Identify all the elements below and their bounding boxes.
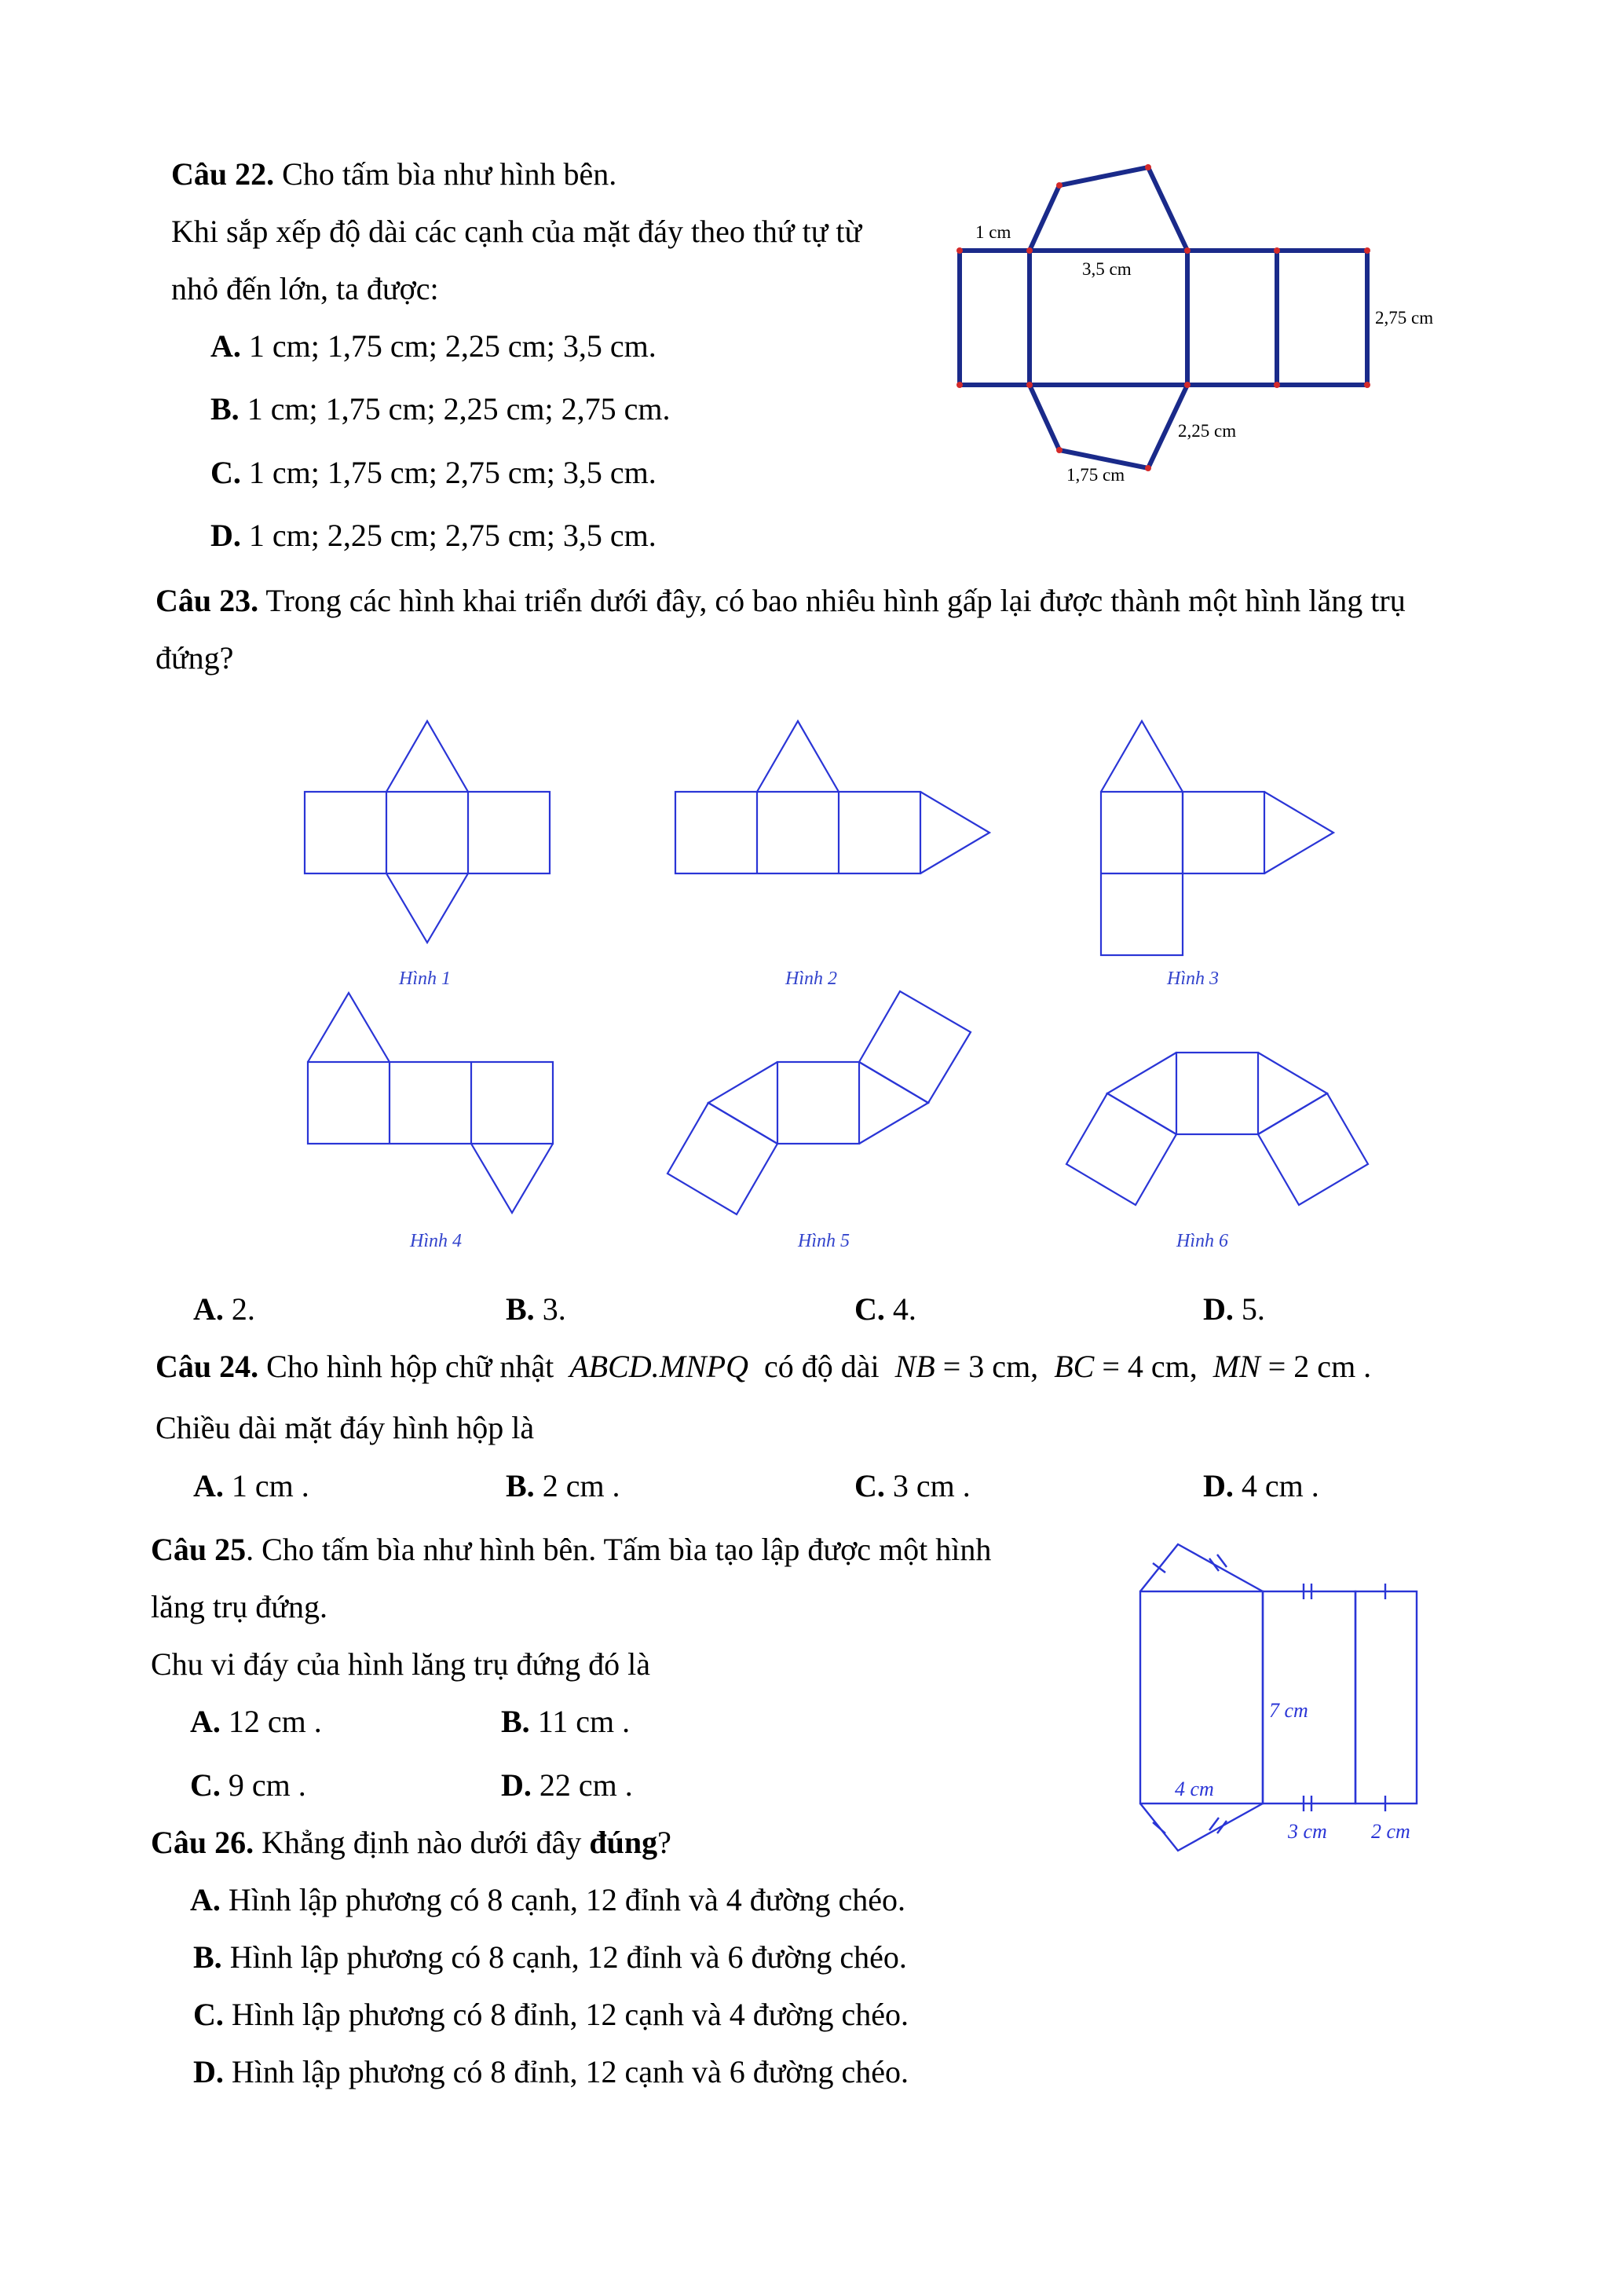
q23-text1: Trong các hình khai triển dưới đây, có bao nhiêu hình gấp lại được thành một hình lăng trụ — [265, 583, 1406, 618]
q24-text-a: Cho hình hộp chữ nhật — [266, 1349, 554, 1384]
option-text: 1 cm; 2,25 cm; 2,75 cm; 3,5 cm. — [248, 518, 657, 553]
q24-text-b: có độ dài — [764, 1349, 880, 1384]
option-text: 5. — [1241, 1291, 1265, 1327]
net-face-2cm — [1355, 1591, 1417, 1803]
option-key: D. — [1203, 1291, 1234, 1327]
net-face-4cm — [1140, 1591, 1263, 1803]
option-text: 11 cm . — [537, 1704, 631, 1739]
caption-hinh-1: Hình 1 — [399, 969, 451, 989]
option-key: C. — [854, 1468, 885, 1503]
option-key: C. — [854, 1291, 885, 1327]
caption-hinh-2: Hình 2 — [785, 969, 837, 989]
q24-number: Câu 24. — [155, 1349, 259, 1384]
caption-hinh-6: Hình 6 — [1176, 1231, 1228, 1251]
option-text: 1 cm; 1,75 cm; 2,25 cm; 3,5 cm. — [248, 328, 657, 364]
option-key: B. — [506, 1291, 535, 1327]
q26-option-b[interactable] — [193, 1939, 907, 1975]
label-1-75cm: 1,75 cm — [1066, 465, 1125, 485]
label-2-25cm: 2,25 cm — [1178, 421, 1237, 441]
q25-text3: Chu vi đáy của hình lăng trụ đứng đó là — [151, 1646, 651, 1682]
caption-hinh-4: Hình 4 — [410, 1231, 462, 1251]
q26-option-a[interactable] — [190, 1884, 905, 1916]
option-key: B. — [193, 1939, 222, 1975]
q23-text2: đứng? — [155, 640, 234, 676]
option-text: 4 cm . — [1241, 1468, 1319, 1503]
option-text: 22 cm . — [539, 1767, 633, 1803]
q24-value-mn: = 2 cm . — [1267, 1349, 1372, 1384]
option-key: D. — [501, 1767, 532, 1803]
option-key: D. — [193, 2054, 224, 2089]
option-key: A. — [190, 1704, 221, 1739]
option-text: 3 cm . — [892, 1468, 971, 1503]
label-2-75cm: 2,75 cm — [1375, 308, 1434, 328]
option-text: Hình lập phương có 8 đỉnh, 12 cạnh và 4 đường chéo. — [231, 1997, 909, 2032]
q26-text-a: Khẳng định nào dưới đây — [262, 1825, 582, 1860]
caption-hinh-5: Hình 5 — [798, 1231, 850, 1251]
option-key: A. — [190, 1882, 221, 1917]
label-7cm: 7 cm — [1269, 1699, 1308, 1722]
label-4cm: 4 cm — [1175, 1778, 1214, 1800]
option-key: B. — [501, 1704, 530, 1739]
option-text: 4. — [892, 1291, 916, 1327]
option-text: 3. — [542, 1291, 566, 1327]
option-text: Hình lập phương có 8 cạnh, 12 đỉnh và 4 đường chéo. — [228, 1882, 906, 1917]
option-text: 2. — [231, 1291, 255, 1327]
caption-hinh-3: Hình 3 — [1167, 969, 1219, 989]
label-1cm: 1 cm — [975, 222, 1011, 242]
q24-value-bc: = 4 cm, — [1102, 1349, 1198, 1384]
option-key: A. — [193, 1468, 224, 1503]
option-key: A. — [193, 1291, 224, 1327]
option-text: 1 cm; 1,75 cm; 2,75 cm; 3,5 cm. — [248, 455, 657, 490]
q23-number: Câu 23. — [155, 583, 259, 618]
label-3cm: 3 cm — [1288, 1820, 1327, 1843]
q22-text2: Khi sắp xếp độ dài các cạnh của mặt đáy theo thứ tự từ — [171, 214, 862, 249]
q25-text1: . Cho tấm bìa như hình bên. Tấm bìa tạo lập được một hình — [246, 1532, 992, 1567]
q24-edge-nb: NB — [894, 1349, 935, 1384]
q22-text1: Cho tấm bìa như hình bên. — [282, 156, 617, 192]
option-text: 1 cm; 1,75 cm; 2,25 cm; 2,75 cm. — [247, 391, 671, 427]
q24-text2: Chiều dài mặt đáy hình hộp là — [155, 1410, 535, 1445]
q26-option-c[interactable] — [193, 1999, 909, 2031]
option-key: D. — [1203, 1468, 1234, 1503]
option-key: C. — [193, 1997, 224, 2032]
option-text: 2 cm . — [542, 1468, 620, 1503]
option-text: 12 cm . — [228, 1704, 322, 1739]
option-text: Hình lập phương có 8 đỉnh, 12 cạnh và 6 đường chéo. — [231, 2054, 909, 2089]
option-key: B. — [210, 391, 240, 427]
option-key: D. — [210, 518, 241, 553]
q22-text3: nhỏ đến lớn, ta được: — [171, 271, 439, 306]
option-key: C. — [210, 455, 241, 490]
q24-edge-bc: BC — [1054, 1349, 1095, 1384]
option-text: Hình lập phương có 8 cạnh, 12 đỉnh và 6 đường chéo. — [229, 1939, 907, 1975]
q22-number: Câu 22. — [171, 156, 275, 192]
label-2cm: 2 cm — [1371, 1820, 1410, 1843]
q24-edge-mn: MN — [1213, 1349, 1260, 1384]
option-key: A. — [210, 328, 241, 364]
q26-stem — [151, 1827, 671, 1858]
option-text: 9 cm . — [228, 1767, 306, 1803]
option-key: B. — [506, 1468, 535, 1503]
option-text: 1 cm . — [231, 1468, 309, 1503]
q24-box-name: ABCD.MNPQ — [569, 1349, 748, 1384]
label-3-5cm: 3,5 cm — [1082, 259, 1132, 279]
q26-option-d[interactable] — [193, 2056, 909, 2088]
q26-emphasis: đúng — [589, 1825, 658, 1860]
q25-number: Câu 25 — [151, 1532, 247, 1567]
q25-text2: lăng trụ đứng. — [151, 1589, 327, 1624]
option-key: C. — [190, 1767, 221, 1803]
q24-value-nb: = 3 cm, — [942, 1349, 1039, 1384]
q26-number: Câu 26. — [151, 1825, 254, 1860]
q26-text-b: ? — [657, 1825, 671, 1860]
net-face-3cm — [1263, 1591, 1355, 1803]
